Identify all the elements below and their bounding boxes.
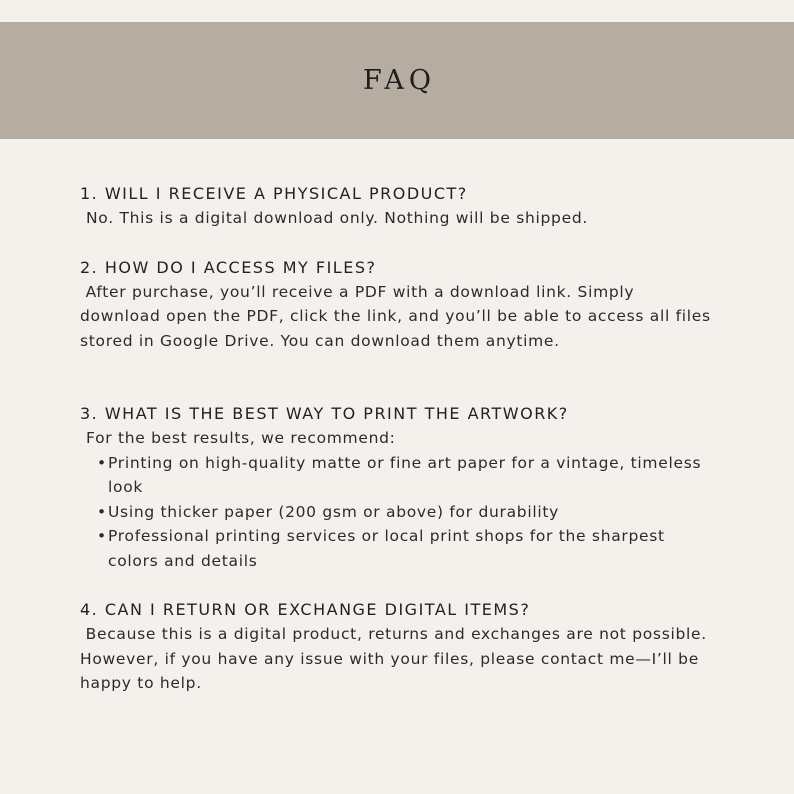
faq-answer [80,622,720,696]
faq-list [80,181,720,696]
page-title: FAQ [362,65,437,96]
faq-answer: For the best results, we recommend: [86,429,396,447]
faq-question: 2. HOW DO I ACCESS MY FILES? [80,257,377,277]
recommendation-list [80,451,720,574]
faq-item [80,597,720,696]
list-item: • Using thicker paper (200 gsm or above) for durability [97,500,720,525]
faq-question: 1. WILL I RECEIVE A PHYSICAL PRODUCT? [80,184,468,203]
header-banner [0,22,794,139]
list-item: • Professional printing services or local print shops for the sharpest colors and details [97,524,720,573]
faq-item [80,181,720,231]
faq-answer: No. This is a digital download only. Nothing will be shipped. [86,209,588,227]
faq-answer [80,280,720,354]
faq-question: 4. CAN I RETURN OR EXCHANGE DIGITAL ITEMS? [80,600,531,619]
faq-item [80,401,720,573]
faq-item [80,255,720,354]
list-item: • Printing on high-quality matte or fine art paper for a vintage, timeless look [97,451,720,500]
faq-answer-text: Because this is a digital product, returns and exchanges are not possible. However, if you have any issue with your files, please contact me—I’ll be happy to help. [80,625,707,692]
faq-answer-text: After purchase, you’ll receive a PDF with a download link. Simply download open the PDF, click the link, and you’ll be able to access all files stored in Google Drive. You can download them anytime. [80,282,711,350]
faq-question: 3. WHAT IS THE BEST WAY TO PRINT THE ARTWORK? [80,404,569,423]
